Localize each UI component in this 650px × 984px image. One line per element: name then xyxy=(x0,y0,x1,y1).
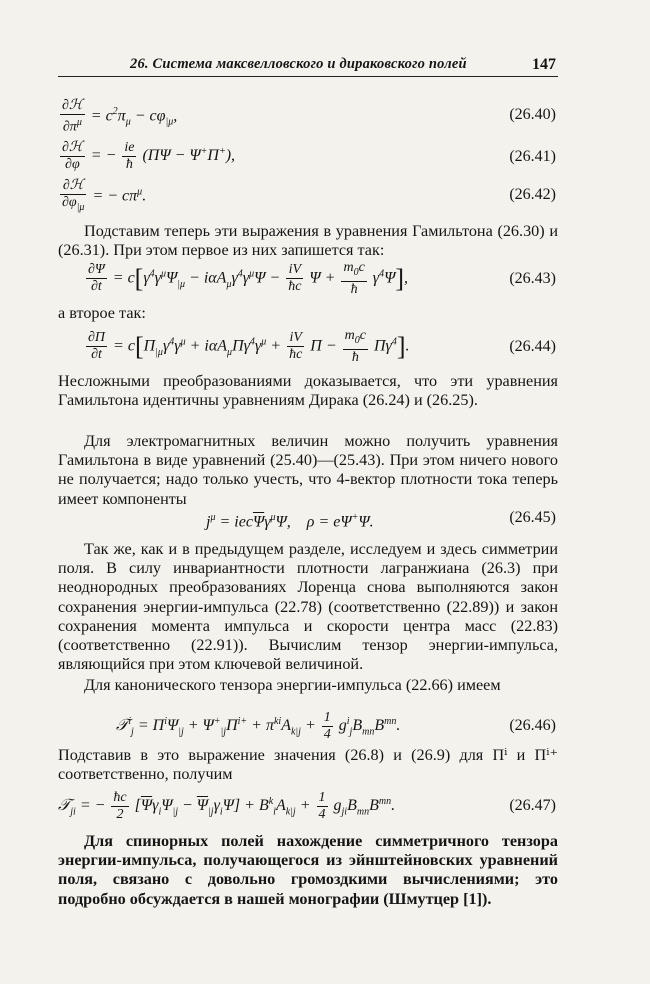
formula: $\frac{\partial\Pi}{\partial t}$ = $c[\Pi_{|\mu}\gamma^4\gamma^\mu + i\alpha A_\mu\Pi\gamma^4\gamma^\mu$ + $\frac{iV}{ħc}$ Π − $\frac{m_0c}{ħ}$ $\Pi\gamma^4$]. xyxy=(88,328,410,365)
paragraph-3: Несложными преобразованиями доказывается, что эти уравнения Гамильтона идентичны уравнениям Дирака (26.24) и (26.25). xyxy=(58,372,558,410)
paragraph-2: а второе так: xyxy=(58,304,146,322)
equation-26-41 xyxy=(58,140,558,170)
formula: $\frac{\text{∂ℋ}}{\partial\varphi}$ = − $\frac{ie}{ħ}$ (ΠΨ − Ψ+Π+), xyxy=(62,140,236,172)
equation-number: (26.47) xyxy=(509,797,556,814)
equation-number: (26.41) xyxy=(509,148,556,165)
equation-number: (26.42) xyxy=(509,186,556,203)
formula: $\frac{\text{∂ℋ}}{\partial\pi^\mu}$ = $c^2\pi_\mu - c\varphi_{|\mu}$, xyxy=(62,98,178,135)
formula: $\frac{\partial\Psi}{\partial t}$ = $c[\gamma^4\gamma^\mu\Psi_{|\mu} - i\alpha A_\mu\gamma^4\gamma^\mu\Psi$ − $\frac{iV}{ħc}$ Ψ + $\frac{m_0c}{ħ}$ $\gamma^4\Psi$], xyxy=(88,260,409,297)
chapter-title: 26. Система максвелловского и дираковского полей xyxy=(130,56,467,72)
paragraph-6: Для канонического тензора энергии-импульса (22.66) имеем xyxy=(84,676,501,694)
equation-26-47 xyxy=(58,790,558,822)
formula: 𝒯$_{ji}$ = − $\frac{ħc}{2}$ $[\overline{\Psi}\gamma_i\Psi_{|j} - \overline{\Psi}_{|j}\gamma_i\Psi] + B^k_iA_{k|j}$ + $\frac{1}{4}$ $g_{ji}B_{mn}B^{mn}$. xyxy=(58,790,396,822)
paragraph-4: Для электромагнитных величин можно получить уравнения Гамильтона в виде уравнений (25.40)—(25.43). При этом ничего нового не получается; надо только учесть, что 4-вектор плотности тока теперь имеет компоненты xyxy=(58,432,558,508)
running-header xyxy=(58,46,558,77)
equation-26-42 xyxy=(58,178,558,213)
equation-26-45 xyxy=(58,508,558,534)
formula: $j^\mu = iec\overline{\Psi}\gamma^\mu\Psi$, ρ = eΨ+Ψ. xyxy=(206,512,374,531)
paragraph-5: Так же, как и в предыдущем разделе, исследуем и здесь симметрии поля. В силу инвариантности плотности лагранжиана (26.3) при неоднородных преобразованиях Лоренца снова выполняются закон сохранения энергии-импульса (22.78) (соответственно (22.89)) и закон сохранения момента импульса и скорости центра масс (22.83) (соответственно (22.91)). Вычислим тензор энергии-импульса, являющийся при этом ключевой величиной. xyxy=(58,540,558,674)
paragraph-8: Для спинорных полей нахождение симметричного тензора энергии-импульса, получающегося из эйнштейновских уравнений поля, связано с довольно громоздкими вычислениями; это подробно обсуждается в нашей монографии (Шмутцер [1]). xyxy=(58,832,558,908)
formula: 𝒯$^i_j$ = $\Pi^i\Psi_{|j} + \Psi^+_{|j}\Pi^{i+} + \pi^{ki}A_{k|j}$ + $\frac{1}{4}$ $g^i_jB_{mn}B^{mn}$. xyxy=(116,710,401,742)
equation-26-40 xyxy=(58,98,558,135)
paragraph-7: Подставив в это выражение значения (26.8) и (26.9) для Πⁱ и Πⁱ⁺ соответственно, получим xyxy=(58,746,558,784)
paragraph-1: Подставим теперь эти выражения в уравнения Гамильтона (26.30) и (26.31). При этом первое из них запишется так: xyxy=(58,222,558,260)
equation-number: (26.46) xyxy=(509,717,556,734)
equation-number: (26.45) xyxy=(509,509,556,526)
equation-26-46 xyxy=(58,710,558,740)
book-page xyxy=(58,46,558,908)
equation-number: (26.40) xyxy=(509,106,556,123)
equation-number: (26.44) xyxy=(509,338,556,355)
equation-26-44 xyxy=(84,328,558,365)
equation-number: (26.43) xyxy=(509,270,556,287)
equation-26-43 xyxy=(84,260,558,297)
formula: $\frac{\text{∂ℋ}}{\partial\varphi_{|\mu}}$ = − $c\pi^\mu$. xyxy=(62,178,147,213)
page-number: 147 xyxy=(532,56,556,73)
